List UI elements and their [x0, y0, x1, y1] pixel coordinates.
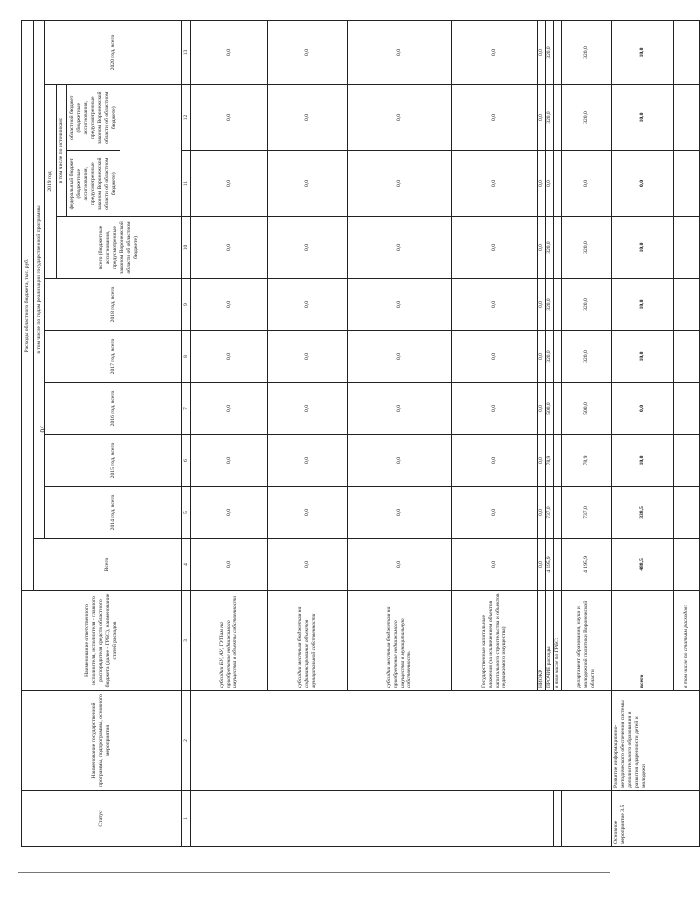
- value-cell: 0,0: [452, 217, 538, 279]
- value-cell: 4 195,9: [562, 539, 612, 591]
- value-cell: 0,0: [348, 151, 452, 217]
- value-cell: 0,0: [191, 151, 268, 217]
- header-total: Всего: [34, 539, 182, 591]
- value-cell: 10,0: [612, 435, 674, 487]
- value-cell: 0,0: [191, 331, 268, 383]
- row-label: департамент образования, науки и молодежной политики Воронежской области: [562, 591, 612, 691]
- value-cell: 0,0: [348, 383, 452, 435]
- value-cell: 0,0: [268, 487, 348, 539]
- header-regional: областной бюджет (бюджетные ассигнования, предусмотренные законом Воронежской области об областном бюджете): [68, 91, 117, 145]
- header-2014: 2014 год, всего: [45, 487, 182, 539]
- row-label: НИОКР: [538, 591, 546, 691]
- value-cell: 0,0: [538, 21, 546, 85]
- value-cell: 0,0: [612, 151, 674, 217]
- value-cell: 0,0: [268, 217, 348, 279]
- col-number: 3: [182, 591, 191, 691]
- status-cell-empty: [562, 791, 612, 847]
- status-cell-empty: [191, 791, 554, 847]
- value-cell: 320,0: [562, 85, 612, 151]
- header-federal: федеральный бюджет (бюджетные ассигнования, предусмотренные законом Воронежской области об областном бюджете): [67, 151, 120, 217]
- col-number: 6: [182, 435, 191, 487]
- budget-table: [21, 20, 700, 847]
- value-cell: 0,0: [268, 539, 348, 591]
- header-2019-sources: [57, 85, 182, 217]
- status-cell: Основное мероприятие 3.5: [612, 791, 700, 847]
- header-by-years: в том числе по годам реализации государственной программы: [34, 21, 45, 539]
- header-2019-total: всего (бюджетные ассигнования, предусмотренные законом Воронежской области об областном бюджете): [57, 217, 182, 279]
- value-cell: 10,0: [612, 217, 674, 279]
- value-cell: 0,0: [538, 217, 546, 279]
- col-number: 4: [182, 539, 191, 591]
- row-label: в том числе по ГРБС:: [554, 591, 562, 691]
- value-cell: 0,0: [268, 85, 348, 151]
- value-cell: 320,0: [562, 331, 612, 383]
- value-cell: 320,0: [562, 217, 612, 279]
- program-cell-empty: [191, 691, 612, 791]
- col-number: 10: [182, 217, 191, 279]
- col-number: 12: [182, 85, 191, 151]
- value-cell: 0,0: [268, 151, 348, 217]
- header-by-sources: в том числе по источникам:: [57, 85, 67, 216]
- value-cell: 320,0: [546, 331, 554, 383]
- value-cell: 0,0: [538, 279, 546, 331]
- row-label: Государственные капитальные вложения (за исключением объектов капитального строительства и объектов недвижимого имущества): [452, 591, 538, 691]
- value-cell: 0,0: [268, 279, 348, 331]
- value-cell-empty: [674, 487, 700, 539]
- value-cell-empty: [674, 383, 700, 435]
- value-cell: 338,5: [612, 487, 674, 539]
- value-cell: 320,0: [546, 85, 554, 151]
- value-cell: 10,0: [612, 279, 674, 331]
- value-cell: 0,0: [538, 539, 546, 591]
- value-cell-empty: [554, 151, 562, 217]
- value-cell-empty: [554, 217, 562, 279]
- col-number: 8: [182, 331, 191, 383]
- value-cell: 0,0: [452, 331, 538, 383]
- header-2016: 2016 год, всего: [45, 383, 182, 435]
- value-cell: 0,0: [348, 217, 452, 279]
- value-cell: 0,0: [268, 21, 348, 85]
- value-cell-empty: [554, 383, 562, 435]
- value-cell: 500,0: [546, 383, 554, 435]
- status-cell-empty: [554, 791, 562, 847]
- value-cell-empty: [674, 217, 700, 279]
- rotated-table-area: [21, 21, 689, 847]
- header-status: Статус: [22, 791, 182, 847]
- header-2018: 2018 год, всего: [45, 279, 182, 331]
- value-cell: 0,0: [348, 21, 452, 85]
- value-cell: 0,0: [452, 435, 538, 487]
- value-cell: 0,0: [452, 21, 538, 85]
- value-cell: 10,0: [612, 21, 674, 85]
- value-cell: 0,0: [348, 85, 452, 151]
- page-number: 70: [38, 425, 46, 433]
- value-cell: 0,0: [538, 435, 546, 487]
- value-cell: 78,9: [562, 435, 612, 487]
- value-cell-empty: [554, 487, 562, 539]
- value-cell: 0,0: [191, 383, 268, 435]
- value-cell: 0,0: [538, 383, 546, 435]
- row-label: всего: [612, 591, 674, 691]
- row-label: субсидии местным бюджетам на приобретение недвижимого имущества в муниципальную собственность: [348, 591, 452, 691]
- value-cell: 737,0: [546, 487, 554, 539]
- value-cell: 737,0: [562, 487, 612, 539]
- table-row: [191, 21, 268, 847]
- row-label: ПРОЧИЕ расходы: [546, 591, 554, 691]
- value-cell: 0,0: [562, 151, 612, 217]
- value-cell: 0,0: [268, 331, 348, 383]
- page-bottom-rule: [18, 872, 610, 873]
- value-cell: 320,0: [562, 279, 612, 331]
- value-cell: 0,0: [452, 85, 538, 151]
- value-cell: 4 195,9: [546, 539, 554, 591]
- col-number: 13: [182, 21, 191, 85]
- col-number: 2: [182, 691, 191, 791]
- value-cell-empty: [674, 279, 700, 331]
- header-2017: 2017 год, всего: [45, 331, 182, 383]
- value-cell: 488,5: [612, 539, 674, 591]
- value-cell: 10,0: [612, 85, 674, 151]
- value-cell-empty: [554, 21, 562, 85]
- value-cell: 320,0: [562, 21, 612, 85]
- value-cell: 0,0: [268, 383, 348, 435]
- value-cell: 0,0: [191, 539, 268, 591]
- value-cell: 0,0: [348, 435, 452, 487]
- value-cell: 0,0: [452, 383, 538, 435]
- value-cell-empty: [554, 435, 562, 487]
- value-cell: 0,0: [191, 217, 268, 279]
- value-cell-empty: [674, 539, 700, 591]
- value-cell: 320,0: [546, 217, 554, 279]
- value-cell-empty: [554, 331, 562, 383]
- value-cell: 0,0: [348, 331, 452, 383]
- header-2019: 2019 год: [45, 85, 57, 279]
- value-cell-empty: [674, 21, 700, 85]
- row-label: субсидии местным бюджетам на софинансирование объектов муниципальной собственности: [268, 591, 348, 691]
- value-cell: 0,0: [348, 487, 452, 539]
- col-number: 11: [182, 151, 191, 217]
- table-row: [612, 21, 674, 847]
- col-number: 7: [182, 383, 191, 435]
- value-cell-empty: [554, 279, 562, 331]
- value-cell-empty: [554, 85, 562, 151]
- value-cell-empty: [674, 85, 700, 151]
- value-cell-empty: [674, 151, 700, 217]
- row-label: субсидии БУ, АУ, ГУПам на приобретение недвижимого имущества в объекты собственности: [191, 591, 268, 691]
- col-number: 9: [182, 279, 191, 331]
- value-cell-empty: [674, 435, 700, 487]
- value-cell: 0,0: [191, 279, 268, 331]
- col-number: 5: [182, 487, 191, 539]
- value-cell: 0,0: [191, 21, 268, 85]
- value-cell-empty: [554, 539, 562, 591]
- value-cell: 0,0: [538, 151, 546, 217]
- header-program-name: Наименование государственной программы, подпрограммы, основного мероприятия: [22, 691, 182, 791]
- value-cell: 0,0: [348, 279, 452, 331]
- value-cell: 0,0: [348, 539, 452, 591]
- value-cell: 0,0: [538, 487, 546, 539]
- value-cell: 0,0: [452, 279, 538, 331]
- value-cell: 0,0: [191, 85, 268, 151]
- header-expenses-title: Расходы областного бюджета, тыс. руб.: [22, 21, 34, 591]
- header-2020: 2020 год, всего: [45, 21, 182, 85]
- header-2015: 2015 год, всего: [45, 435, 182, 487]
- value-cell: 0,0: [612, 383, 674, 435]
- value-cell: 0,0: [191, 487, 268, 539]
- col-number: 1: [182, 791, 191, 847]
- value-cell: 0,0: [546, 151, 554, 217]
- value-cell: 0,0: [538, 85, 546, 151]
- value-cell: 320,0: [546, 21, 554, 85]
- value-cell: 0,0: [452, 151, 538, 217]
- program-cell: Развитие информационно-методического обеспечения системы дополнительного образования и развития одаренности детей и молодежи: [612, 691, 700, 791]
- row-label: в том числе по статьям расходов:: [674, 591, 700, 691]
- value-cell: 500,0: [562, 383, 612, 435]
- value-cell-empty: [674, 331, 700, 383]
- value-cell: 0,0: [191, 435, 268, 487]
- value-cell: 78,9: [546, 435, 554, 487]
- value-cell: 0,0: [452, 487, 538, 539]
- value-cell: 0,0: [538, 331, 546, 383]
- header-executor: Наименование ответственного исполнителя, исполнителя - главного распорядителя средств областного бюджета (далее - ГРБС), наименование статей расходов: [22, 591, 182, 691]
- value-cell: 0,0: [452, 539, 538, 591]
- value-cell: 0,0: [268, 435, 348, 487]
- value-cell: 320,0: [546, 279, 554, 331]
- value-cell: 10,0: [612, 331, 674, 383]
